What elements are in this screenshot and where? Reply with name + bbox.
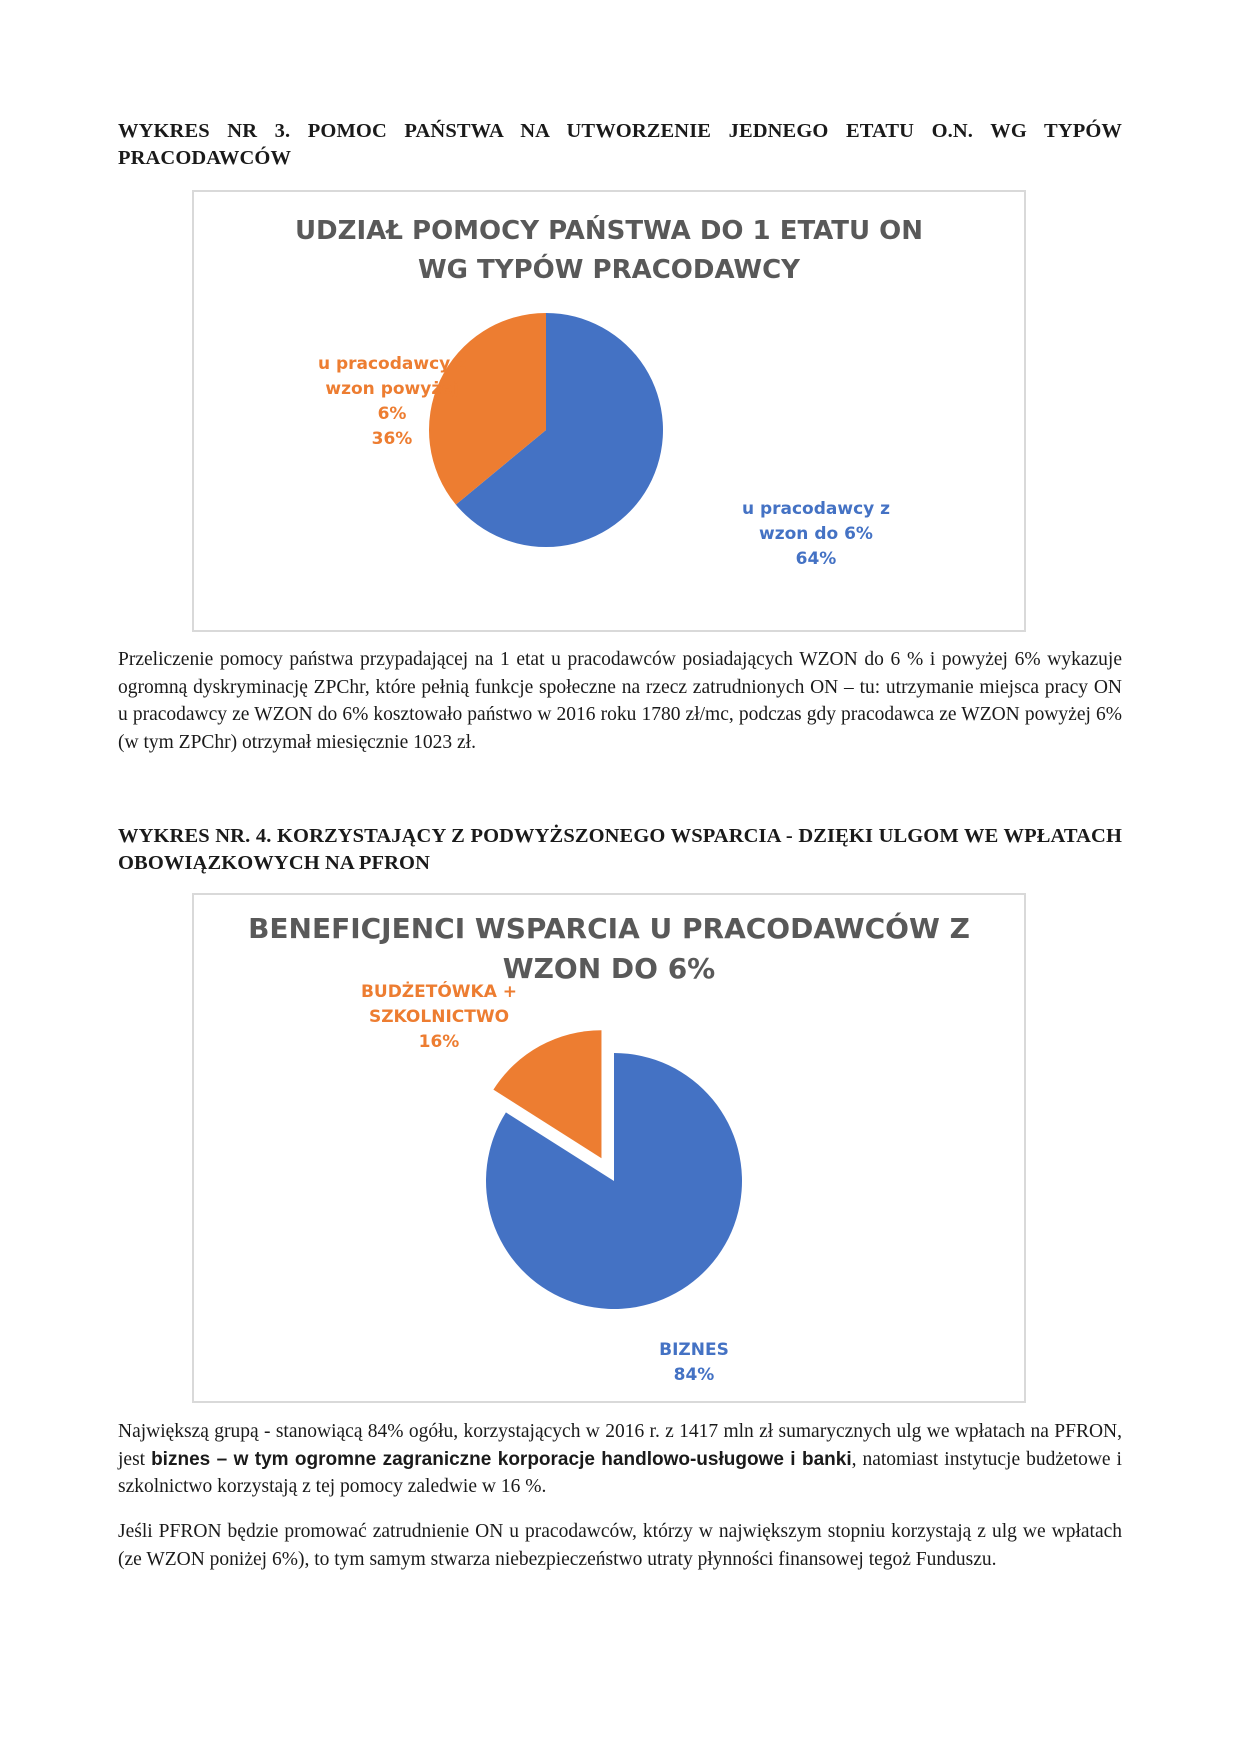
chart-container-2 xyxy=(192,893,1026,1403)
chart-title-1 xyxy=(194,212,1024,290)
chart-title-2-line-2: WZON DO 6% xyxy=(502,952,716,985)
paragraph-2-text-end: , natomiast instytucje budżetowe i szkolnictwo korzystają z tej pomocy zaledwie w 16 %. xyxy=(118,1448,1122,1497)
paragraph-2 xyxy=(118,1418,1122,1501)
chart-title-2 xyxy=(194,909,1024,989)
chart-heading-2: WYKRES NR. 4. KORZYSTAJĄCY Z PODWYŻSZONEGO WSPARCIA - DZIĘKI ULGOM WE WPŁATACH OBOWIĄZKOWYCH NA PFRON xyxy=(118,825,1122,874)
data-label-line: u pracodawcy z xyxy=(741,499,891,519)
data-label-value: 16% xyxy=(418,1032,460,1052)
chart-title-2-line-1: BENEFICJENCI WSPARCIA U PRACODAWCÓW Z xyxy=(248,912,970,945)
data-label-wzon-do-6 xyxy=(736,497,896,572)
data-label-wzon-powyzej xyxy=(312,352,472,452)
data-label-value: 84% xyxy=(673,1365,715,1385)
chart-heading-1: WYKRES NR 3. POMOC PAŃSTWA NA UTWORZENIE JEDNEGO ETATU O.N. WG TYPÓW PRACODAWCÓW xyxy=(118,120,1122,169)
data-label-line: 6% xyxy=(377,404,407,424)
data-label-value: 36% xyxy=(371,429,413,449)
data-label-budzetowka xyxy=(354,980,524,1055)
paragraph-2-text: Największą grupą - stanowiącą 84% ogółu, korzystających w 2016 r. z 1417 mln zł sumarycznych ulg we wpłatach na PFRON, jest xyxy=(118,1421,1122,1470)
data-label-line: u pracodawcy z xyxy=(317,354,467,374)
paragraph-1: Przeliczenie pomocy państwa przypadającej na 1 etat u pracodawców posiadających WZON do 6 % i powyżej 6% wykazuje ogromną dyskryminację ZPChr, które pełnią funkcje społeczne na rzecz zatrudnionych ON – tu: utrzymanie miejsca pracy ON u pracodawcy ze WZON do 6% kosztowało państwo w 2016 roku 1780 zł/mc, podczas gdy pracodawca ze WZON powyżej 6% (w tym ZPChr) otrzymał miesięcznie 1023 zł. xyxy=(118,649,1122,753)
chart-title-1-line-1: UDZIAŁ POMOCY PAŃSTWA DO 1 ETATU ON xyxy=(294,216,924,246)
data-label-line: wzon powyżej xyxy=(325,379,459,399)
paragraph-3: Jeśli PFRON będzie promować zatrudnienie ON u pracodawców, którzy w największym stopniu korzystają z ulg we wpłatach (ze WZON poniżej 6%), to tym samym stwarza niebezpieczeństwo utraty płynności finansowej tegoż Funduszu. xyxy=(118,1521,1122,1570)
data-label-line: SZKOLNICTWO xyxy=(368,1007,510,1027)
chart-title-1-line-2: WG TYPÓW PRACODAWCY xyxy=(417,255,801,285)
data-label-biznes xyxy=(634,1338,754,1388)
data-label-line: wzon do 6% xyxy=(759,524,873,544)
data-label-line: BIZNES xyxy=(659,1340,729,1360)
chart-container-1 xyxy=(192,190,1026,632)
paragraph-2-bold: biznes – w tym ogromne zagraniczne korporacje handlowo-usługowe i banki xyxy=(151,1448,852,1470)
data-label-value: 64% xyxy=(795,549,837,569)
data-label-line: BUDŻETÓWKA + xyxy=(360,982,518,1002)
